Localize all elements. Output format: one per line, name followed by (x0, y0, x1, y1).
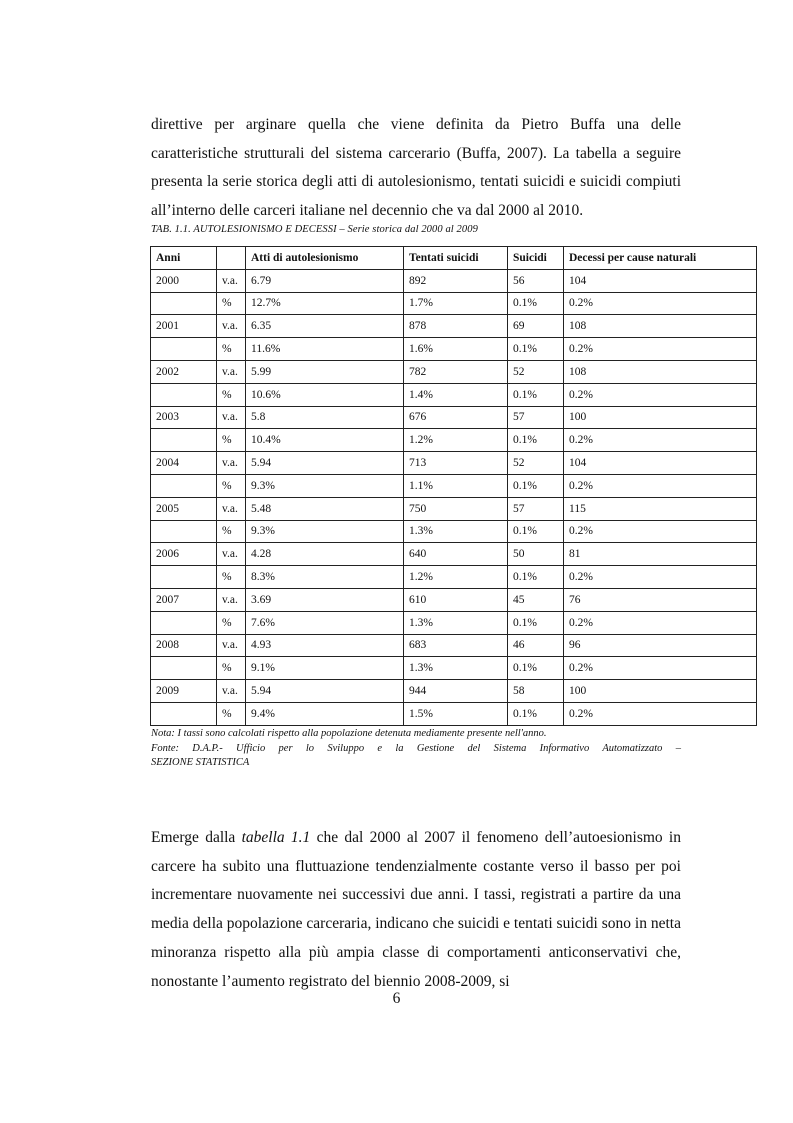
cell-unit: v.a. (217, 269, 246, 292)
cell-tentati-suicidi: 944 (404, 680, 508, 703)
table-row (151, 657, 757, 680)
cell-autolesionismo: 5.99 (246, 360, 404, 383)
cell-autolesionismo: 10.4% (246, 429, 404, 452)
body-text-rest: che dal 2000 al 2007 il fenomeno dell’autoesionismo in carcere ha subito una fluttuazione tendenzialmente costante verso il basso per poi incrementare nuovamente nei successivi due anni. I tassi, registrati a partire da una media della popolazione carceraria, indicano che suicidi e tentati suicidi sono in netta minoranza rispetto alla più ampia classe di comportamenti anticonservativi che, nonostante l’aumento registrato del biennio 2008-2009, si (151, 829, 681, 990)
table-row (151, 566, 757, 589)
table-header-row (151, 247, 757, 270)
header-autolesionismo: Atti di autolesionismo (246, 247, 404, 270)
table-row (151, 429, 757, 452)
cell-tentati-suicidi: 683 (404, 634, 508, 657)
cell-tentati-suicidi: 1.6% (404, 338, 508, 361)
table-row (151, 360, 757, 383)
cell-suicidi: 0.1% (508, 657, 564, 680)
cell-decessi: 0.2% (564, 611, 757, 634)
table-row (151, 383, 757, 406)
cell-suicidi: 0.1% (508, 429, 564, 452)
cell-autolesionismo: 6.35 (246, 315, 404, 338)
page-number: 6 (392, 990, 401, 1007)
cell-tentati-suicidi: 1.3% (404, 657, 508, 680)
cell-decessi: 0.2% (564, 566, 757, 589)
table-reference: tabella 1.1 (241, 829, 311, 846)
cell-year: 2000 (151, 269, 217, 292)
cell-decessi: 0.2% (564, 657, 757, 680)
cell-tentati-suicidi: 1.3% (404, 611, 508, 634)
cell-tentati-suicidi: 892 (404, 269, 508, 292)
cell-suicidi: 0.1% (508, 338, 564, 361)
cell-year (151, 657, 217, 680)
cell-unit: % (217, 474, 246, 497)
cell-decessi: 108 (564, 315, 757, 338)
table-row (151, 452, 757, 475)
header-anni: Anni (151, 247, 217, 270)
cell-autolesionismo: 5.94 (246, 680, 404, 703)
cell-year: 2004 (151, 452, 217, 475)
cell-tentati-suicidi: 1.1% (404, 474, 508, 497)
cell-year (151, 611, 217, 634)
cell-year: 2007 (151, 588, 217, 611)
header-unit (217, 247, 246, 270)
cell-decessi: 104 (564, 452, 757, 475)
cell-unit: % (217, 566, 246, 589)
cell-decessi: 100 (564, 406, 757, 429)
cell-year: 2006 (151, 543, 217, 566)
cell-autolesionismo: 10.6% (246, 383, 404, 406)
cell-autolesionismo: 8.3% (246, 566, 404, 589)
table-row (151, 474, 757, 497)
cell-suicidi: 0.1% (508, 566, 564, 589)
cell-decessi: 0.2% (564, 520, 757, 543)
cell-suicidi: 0.1% (508, 474, 564, 497)
cell-tentati-suicidi: 878 (404, 315, 508, 338)
cell-autolesionismo: 7.6% (246, 611, 404, 634)
cell-year: 2002 (151, 360, 217, 383)
cell-suicidi: 45 (508, 588, 564, 611)
cell-decessi: 100 (564, 680, 757, 703)
cell-year: 2008 (151, 634, 217, 657)
cell-tentati-suicidi: 676 (404, 406, 508, 429)
cell-year: 2005 (151, 497, 217, 520)
cell-suicidi: 58 (508, 680, 564, 703)
cell-tentati-suicidi: 640 (404, 543, 508, 566)
table-row (151, 292, 757, 315)
cell-year (151, 474, 217, 497)
cell-decessi: 0.2% (564, 383, 757, 406)
cell-unit: v.a. (217, 406, 246, 429)
header-tentati-suicidi: Tentati suicidi (404, 247, 508, 270)
cell-decessi: 0.2% (564, 702, 757, 725)
table-row (151, 680, 757, 703)
cell-year (151, 338, 217, 361)
body-paragraph (151, 824, 681, 996)
cell-unit: % (217, 520, 246, 543)
table-row (151, 406, 757, 429)
table-row (151, 588, 757, 611)
table-row (151, 611, 757, 634)
cell-decessi: 104 (564, 269, 757, 292)
cell-decessi: 0.2% (564, 292, 757, 315)
cell-tentati-suicidi: 610 (404, 588, 508, 611)
cell-unit: % (217, 702, 246, 725)
cell-tentati-suicidi: 1.2% (404, 429, 508, 452)
cell-tentati-suicidi: 750 (404, 497, 508, 520)
cell-year: 2003 (151, 406, 217, 429)
table-source: Fonte: D.A.P.- Ufficio per lo Sviluppo e la Gestione del Sistema Informativo Automatizzato – (151, 742, 681, 754)
cell-tentati-suicidi: 1.3% (404, 520, 508, 543)
table-row (151, 315, 757, 338)
table-source-section: SEZIONE STATISTICA (151, 757, 250, 768)
cell-decessi: 0.2% (564, 429, 757, 452)
cell-year (151, 702, 217, 725)
cell-tentati-suicidi: 782 (404, 360, 508, 383)
cell-year (151, 383, 217, 406)
cell-year (151, 429, 217, 452)
cell-decessi: 0.2% (564, 474, 757, 497)
cell-decessi: 76 (564, 588, 757, 611)
cell-autolesionismo: 11.6% (246, 338, 404, 361)
cell-autolesionismo: 4.93 (246, 634, 404, 657)
cell-suicidi: 0.1% (508, 611, 564, 634)
cell-autolesionismo: 9.4% (246, 702, 404, 725)
cell-unit: v.a. (217, 315, 246, 338)
cell-suicidi: 46 (508, 634, 564, 657)
cell-unit: v.a. (217, 360, 246, 383)
cell-year (151, 292, 217, 315)
cell-unit: % (217, 338, 246, 361)
cell-unit: v.a. (217, 497, 246, 520)
cell-unit: v.a. (217, 452, 246, 475)
cell-unit: % (217, 657, 246, 680)
cell-unit: % (217, 383, 246, 406)
table-row (151, 702, 757, 725)
table-caption: TAB. 1.1. AUTOLESIONISMO E DECESSI – Serie storica dal 2000 al 2009 (151, 224, 478, 235)
cell-unit: v.a. (217, 543, 246, 566)
cell-suicidi: 56 (508, 269, 564, 292)
cell-autolesionismo: 9.1% (246, 657, 404, 680)
header-suicidi: Suicidi (508, 247, 564, 270)
cell-unit: v.a. (217, 634, 246, 657)
table-row (151, 543, 757, 566)
cell-suicidi: 50 (508, 543, 564, 566)
cell-decessi: 81 (564, 543, 757, 566)
cell-suicidi: 69 (508, 315, 564, 338)
cell-decessi: 0.2% (564, 338, 757, 361)
table-row (151, 269, 757, 292)
cell-year (151, 566, 217, 589)
cell-suicidi: 0.1% (508, 702, 564, 725)
cell-autolesionismo: 5.94 (246, 452, 404, 475)
cell-unit: v.a. (217, 680, 246, 703)
cell-autolesionismo: 3.69 (246, 588, 404, 611)
cell-suicidi: 0.1% (508, 292, 564, 315)
cell-decessi: 115 (564, 497, 757, 520)
body-text-start: Emerge dalla (151, 829, 242, 846)
table-row (151, 634, 757, 657)
table-body (151, 269, 757, 725)
cell-unit: v.a. (217, 588, 246, 611)
cell-autolesionismo: 12.7% (246, 292, 404, 315)
intro-paragraph: direttive per arginare quella che viene definita da Pietro Buffa una delle caratteristiche strutturali del sistema carcerario (Buffa, 2007). La tabella a seguire presenta la serie storica degli atti di autolesionismo, tentati suicidi e suicidi compiuti all’interno delle carceri italiane nel decennio che va dal 2000 al 2010. (151, 116, 681, 220)
cell-year: 2009 (151, 680, 217, 703)
cell-decessi: 108 (564, 360, 757, 383)
cell-tentati-suicidi: 1.7% (404, 292, 508, 315)
cell-year (151, 520, 217, 543)
cell-suicidi: 0.1% (508, 520, 564, 543)
cell-suicidi: 0.1% (508, 383, 564, 406)
table-row (151, 520, 757, 543)
cell-unit: % (217, 611, 246, 634)
cell-tentati-suicidi: 1.4% (404, 383, 508, 406)
table-row (151, 338, 757, 361)
cell-autolesionismo: 9.3% (246, 474, 404, 497)
cell-unit: % (217, 292, 246, 315)
cell-tentati-suicidi: 1.5% (404, 702, 508, 725)
cell-suicidi: 57 (508, 406, 564, 429)
cell-autolesionismo: 6.79 (246, 269, 404, 292)
cell-autolesionismo: 5.48 (246, 497, 404, 520)
cell-autolesionismo: 5.8 (246, 406, 404, 429)
cell-autolesionismo: 4.28 (246, 543, 404, 566)
cell-tentati-suicidi: 1.2% (404, 566, 508, 589)
header-decessi: Decessi per cause naturali (564, 247, 757, 270)
table-note: Nota: I tassi sono calcolati rispetto alla popolazione detenuta mediamente presente nell'anno. (151, 728, 547, 739)
cell-tentati-suicidi: 713 (404, 452, 508, 475)
cell-autolesionismo: 9.3% (246, 520, 404, 543)
table-notes (151, 727, 681, 771)
cell-unit: % (217, 429, 246, 452)
cell-suicidi: 57 (508, 497, 564, 520)
cell-suicidi: 52 (508, 452, 564, 475)
statistics-table (150, 246, 757, 726)
cell-decessi: 96 (564, 634, 757, 657)
table-row (151, 497, 757, 520)
cell-suicidi: 52 (508, 360, 564, 383)
cell-year: 2001 (151, 315, 217, 338)
